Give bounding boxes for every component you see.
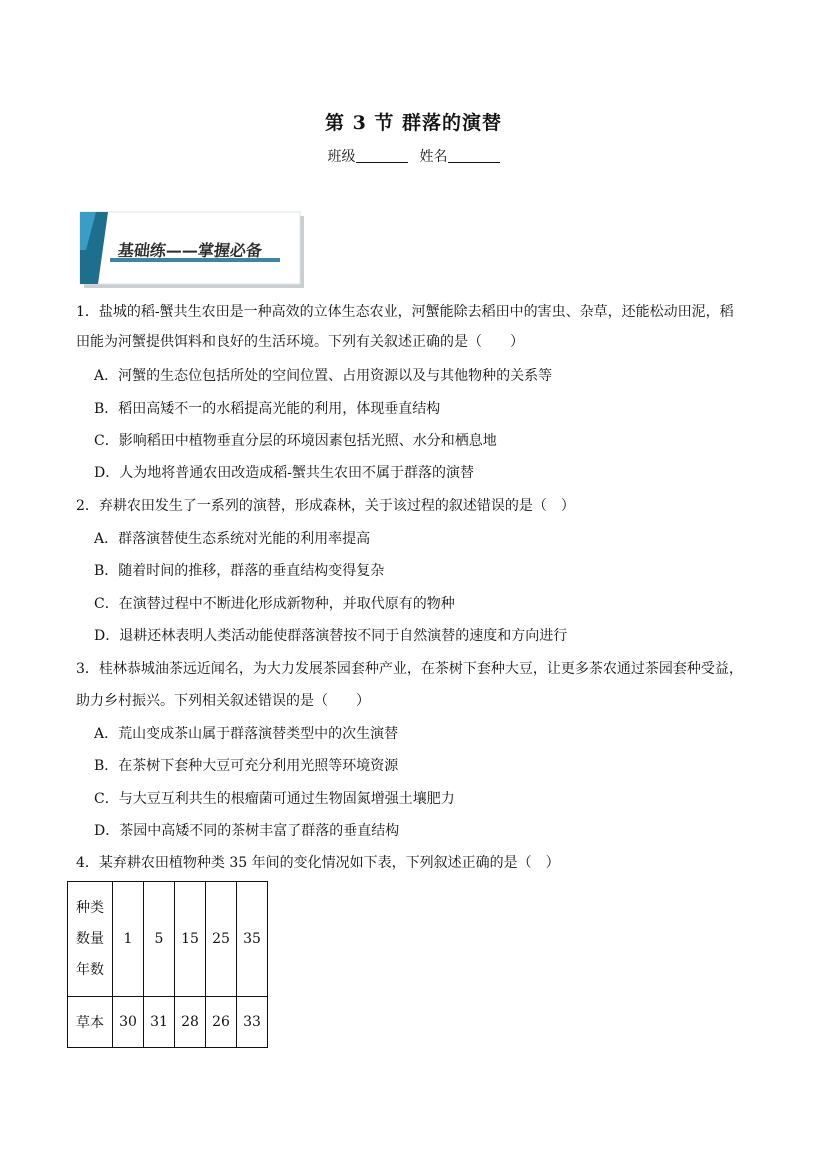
question-1-option-b: B．稻田高矮不一的水稻提高光能的利用，体现垂直结构 — [94, 401, 441, 417]
question-1-option-d: D．人为地将普通农田改造成稻-蟹共生农田不属于群落的演替 — [94, 465, 474, 481]
table-header-row — [68, 882, 268, 997]
year-cell: 35 — [237, 882, 268, 997]
question-2-option-b: B．随着时间的推移，群落的垂直结构变得复杂 — [94, 563, 385, 579]
class-blank — [356, 148, 408, 163]
question-2-option-d: D．退耕还林表明人类活动能使群落演替按不同于自然演替的速度和方向进行 — [94, 628, 568, 644]
value-cell: 33 — [237, 997, 268, 1048]
species-table — [67, 881, 268, 1048]
subtitle — [0, 146, 827, 166]
question-3-option-c: C．与大豆互利共生的根瘤菌可通过生物固氮增强土壤肥力 — [94, 791, 455, 807]
question-3-stem-line2: 助力乡村振兴。下列相关叙述错误的是（ ） — [76, 693, 370, 709]
class-label: 班级 — [327, 149, 356, 165]
question-4-stem: 4．某弃耕农田植物种类 35 年间的变化情况如下表，下列叙述正确的是（ ） — [76, 855, 560, 871]
header-line-years: 年数 — [76, 961, 104, 978]
banner-text: 基础练——掌握必备 — [116, 241, 263, 260]
value-cell: 31 — [144, 997, 175, 1048]
question-3-option-a: A．荒山变成茶山属于群落演替类型中的次生演替 — [94, 726, 399, 742]
question-2-stem: 2．弃耕农田发生了一系列的演替，形成森林，关于该过程的叙述错误的是（ ） — [76, 498, 575, 514]
year-cell: 5 — [144, 882, 175, 997]
header-line-count: 数量 — [76, 930, 104, 947]
question-3-option-b: B．在茶树下套种大豆可充分利用光照等环境资源 — [94, 758, 399, 774]
page-title: 第 3 节 群落的演替 — [324, 112, 503, 134]
question-1-stem-line1: 1．盐城的稻-蟹共生农田是一种高效的立体生态农业，河蟹能除去稻田中的害虫、杂草，还能松动田泥，稻 — [76, 304, 734, 320]
header-line-species: 种类 — [76, 899, 104, 916]
table-row — [68, 997, 268, 1048]
table-header-cell — [68, 882, 113, 997]
question-3-option-d: D．茶园中高矮不同的茶树丰富了群落的垂直结构 — [94, 823, 400, 839]
year-cell: 25 — [206, 882, 237, 997]
question-1-option-a: A．河蟹的生态位包括所处的空间位置、占用资源以及与其他物种的关系等 — [94, 368, 553, 384]
row-label: 草本 — [68, 997, 113, 1048]
year-cell: 15 — [175, 882, 206, 997]
value-cell: 28 — [175, 997, 206, 1048]
name-blank — [448, 148, 500, 163]
value-cell: 30 — [113, 997, 144, 1048]
question-1-stem-line2: 田能为河蟹提供饵料和良好的生活环境。下列有关叙述正确的是（ ） — [76, 334, 524, 350]
question-2-option-a: A．群落演替使生态系统对光能的利用率提高 — [94, 531, 371, 547]
question-1-option-c: C．影响稻田中植物垂直分层的环境因素包括光照、水分和栖息地 — [94, 433, 497, 449]
question-3-stem-line1: 3．桂林恭城油茶远近闻名，为大力发展茶园套种产业，在茶树下套种大豆，让更多茶农通过茶园套种受益， — [76, 661, 743, 677]
question-2-option-c: C．在演替过程中不断进化形成新物种，并取代原有的物种 — [94, 596, 455, 612]
value-cell: 26 — [206, 997, 237, 1048]
year-cell: 1 — [113, 882, 144, 997]
name-label: 姓名 — [419, 149, 448, 165]
